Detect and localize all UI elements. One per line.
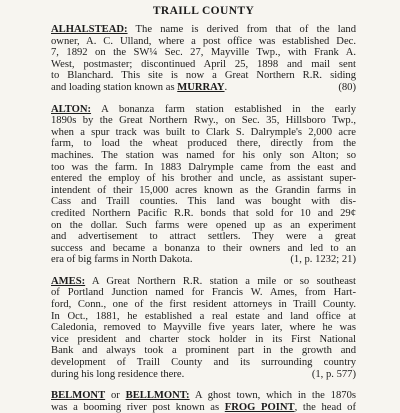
entry-belmont: [51, 390, 356, 413]
place-name: MURRAY: [177, 81, 225, 93]
entry-line: AMES: A Great Northern R.R. station a mile or so southeast: [51, 275, 356, 287]
entry-line: too was the farm. In 1883 Dalrymple came from the east and: [51, 161, 356, 173]
entry-line: In Oct., 1881, he established a real estate and land office at: [51, 310, 356, 322]
entry-line: 1890s by the Great Northern Rwy., on Sec. 35, Hillsboro Twp.,: [51, 115, 356, 127]
page-title: TRAILL COUNTY: [152, 5, 255, 17]
entry-name: ALTON:: [51, 103, 92, 115]
entry-line: machines. The station was named for his only son Alton; so: [51, 149, 356, 161]
entry-name: BELMONT: [51, 390, 106, 402]
entry-line: Cass and Traill counties. This land was bought with dis-: [51, 196, 356, 208]
entry-line: Caledonia, removed to Mayville five years later, where he was: [51, 322, 356, 334]
entry-line: of Portland Junction named for Francis W. Ames, from Hart-: [51, 287, 356, 299]
entry-line: owner, A. C. Ulland, where a post office was established Dec.: [51, 35, 356, 47]
entry-line: ALTON: A bonanza farm station established in the early: [51, 103, 356, 115]
entry-name-alt: BELLMONT:: [125, 390, 190, 402]
source-reference: (80): [338, 81, 356, 93]
place-name: FROG POINT: [224, 401, 295, 413]
entry-line: development of Traill County and its surrounding country: [51, 357, 356, 369]
entry-line: vice president and charter stock holder in its First National: [51, 333, 356, 345]
entry-alton: [51, 104, 356, 266]
entry-line: ALHALSTEAD: The name is derived from that of the land: [51, 24, 356, 35]
entry-line: credited Northern Pacific R.R. bonds that sold for 10 and 29¢: [51, 207, 356, 219]
entry-line: success and became a bonanza to their owners and led to an: [51, 242, 356, 254]
entry-ames: [51, 276, 356, 380]
source-reference: (1, p. 1232; 21): [290, 254, 356, 266]
entry-line: BELMONT or BELLMONT: A ghost town, which in the 1870s: [51, 390, 356, 402]
entry-line: era of big farms in North Dakota. (1, p. 1232; 21): [51, 254, 356, 266]
entry-line: to Blanchard. This site is now a Great Northern R.R. siding: [51, 70, 356, 82]
entry-line: West, postmaster; discontinued April 25, 1898 and mail sent: [51, 58, 356, 70]
entry-line: intendent of their 15,000 acres known as the Grandin farms in: [51, 184, 356, 196]
entry-line: and loading station known as MURRAY. (80): [51, 81, 356, 93]
entry-line: ford, Conn., one of the first resident attorneys in Traill County.: [51, 299, 356, 311]
source-reference: (1, p. 577): [311, 368, 356, 380]
entry-name: AMES:: [51, 275, 86, 287]
entry-alhalstead: [51, 24, 356, 94]
entry-line: entered the employ of his brother and uncle, as assistant super-: [51, 173, 356, 185]
entry-line: when a spur track was built to Clark S. Dalrymple's 2,000 acre: [51, 126, 356, 138]
entry-line: and advertisement to attract settlers. They were a great: [51, 231, 356, 243]
entry-line: was a booming river post known as FROG POINT, the head of: [51, 401, 356, 413]
entry-line: during his long residence there. (1, p. 577): [51, 368, 356, 380]
entry-name: ALHALSTEAD:: [51, 24, 128, 35]
entry-line: on the dollar. Such farms were opened up as an experiment: [51, 219, 356, 231]
entry-line: Bank and always took a prominent part in the growth and: [51, 345, 356, 357]
entry-line: 7, 1892 on the SW¼ Sec. 27, Mayville Twp., with Frank A.: [51, 47, 356, 59]
entry-line: farm, to load the wheat produced there, directly from the: [51, 138, 356, 150]
